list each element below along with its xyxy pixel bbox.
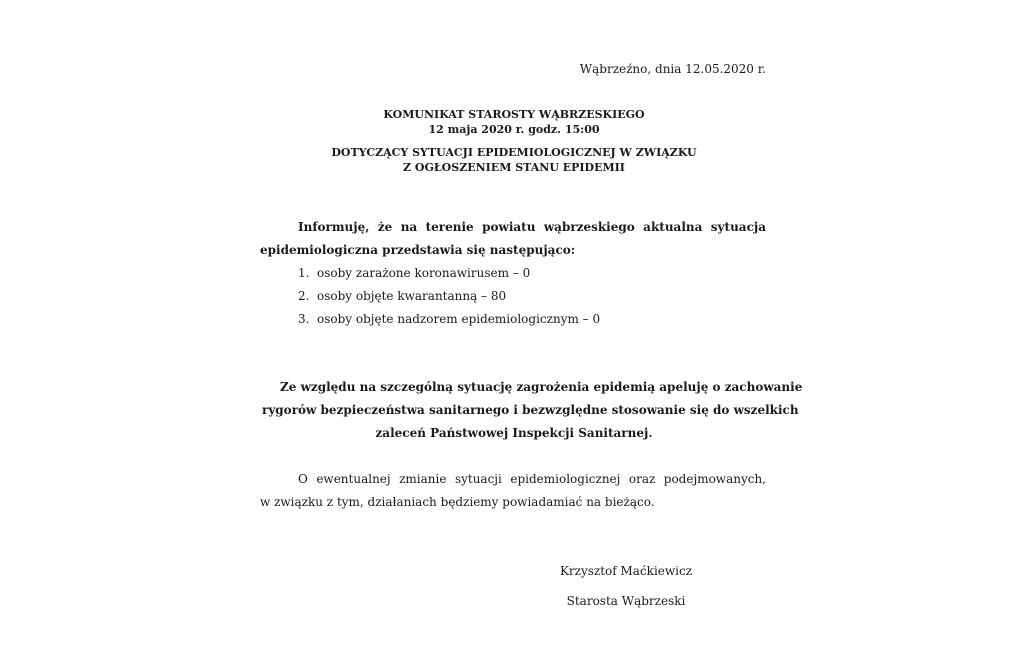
document-subject-line-2: Z OGŁOSZENIEM STANU EPIDEMII bbox=[403, 161, 625, 174]
list-item-text: osoby objęte nadzorem epidemiologicznym – 0 bbox=[317, 312, 601, 326]
document-title: KOMUNIKAT STAROSTY WĄBRZESKIEGO bbox=[383, 108, 645, 121]
appeal-line-1: Ze względu na szczególną sytuację zagrożenia epidemią apeluję o zachowanie bbox=[280, 380, 803, 394]
appeal-line-2: rygorów bezpieczeństwa sanitarnego i bezwzględne stosowanie się do wszelkich bbox=[262, 403, 799, 417]
appeal-paragraph bbox=[262, 376, 803, 445]
list-item bbox=[298, 285, 600, 308]
intro-paragraph bbox=[260, 216, 766, 262]
list-item-number: 1. bbox=[298, 266, 310, 280]
list-item-text: osoby objęte kwarantanną – 80 bbox=[317, 289, 507, 303]
document-datetime: 12 maja 2020 r. godz. 15:00 bbox=[428, 123, 600, 136]
document-subject-line-1: DOTYCZĄCY SYTUACJI EPIDEMIOLOGICZNEJ W ZWIĄZKU bbox=[331, 146, 697, 159]
document-header bbox=[262, 107, 766, 137]
list-item-number: 3. bbox=[298, 312, 310, 326]
appeal-line-3: zaleceń Państwowej Inspekcji Sanitarnej. bbox=[375, 426, 653, 440]
list-item-number: 2. bbox=[298, 289, 310, 303]
document-subject bbox=[262, 145, 766, 175]
inform-paragraph bbox=[260, 468, 766, 514]
list-item bbox=[298, 262, 600, 285]
list-item-text: osoby zarażone koronawirusem – 0 bbox=[317, 266, 531, 280]
stats-list bbox=[298, 262, 600, 331]
inform-line-2: w związku z tym, działaniach będziemy powiadamiać na bieżąco. bbox=[260, 495, 655, 509]
list-item bbox=[298, 308, 600, 331]
signature-name: Krzysztof Maćkiewicz bbox=[559, 564, 693, 578]
intro-line-1: Informuję, że na terenie powiatu wąbrzeskiego aktualna sytuacja bbox=[298, 220, 766, 234]
intro-line-2: epidemiologiczna przedstawia się następująco: bbox=[260, 243, 576, 257]
document-date: Wąbrzeźno, dnia 12.05.2020 r. bbox=[579, 62, 766, 76]
inform-line-1: O ewentualnej zmianie sytuacji epidemiologicznej oraz podejmowanych, bbox=[298, 472, 766, 486]
signature-role: Starosta Wąbrzeski bbox=[566, 594, 686, 608]
